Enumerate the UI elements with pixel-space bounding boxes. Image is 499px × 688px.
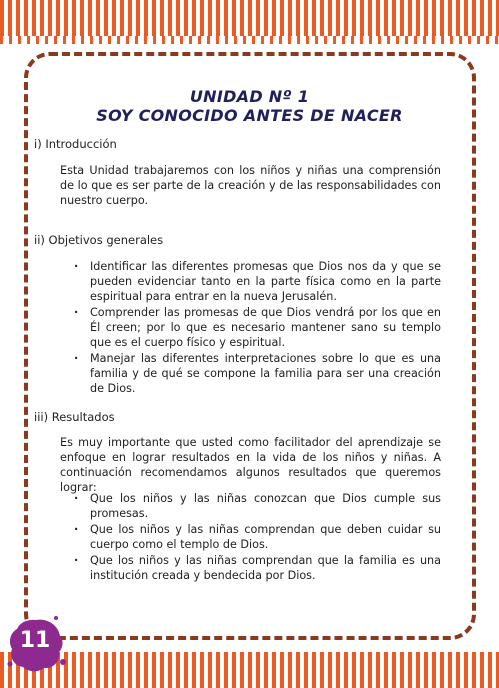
resultados-paragraph: Es muy importante que usted como facilitador del aprendizaje se enfoque en lograr resultados en la vida de los niños y niñas. A continuación recomendamos algunos resultados que queremos lograr: — [60, 436, 441, 494]
list-item: · Que los niños y las niñas comprendan que deben cuidar su cuerpo como el templo de Dios. — [74, 522, 441, 552]
intro-paragraph: Esta Unidad trabajaremos con los niños y niñas una comprensión de lo que es ser parte de la creación y de las responsabilidades con nuestro cuerpo. — [60, 164, 441, 207]
page-number: 11 — [19, 628, 51, 653]
section-heading-resultados: iii) Resultados — [34, 410, 115, 424]
unit-subtitle: SOY CONOCIDO ANTES DE NACER — [96, 106, 403, 125]
section-heading-objetivos: ii) Objetivos generales — [34, 233, 164, 247]
objetivos-list — [74, 259, 441, 397]
list-item: · Comprender las promesas de que Dios vendrá por los que en Él creen; por lo que es necesario mantener sano su templo que es el cuerpo físico y espiritual. — [74, 305, 441, 350]
list-item: · Identificar las diferentes promesas que Dios nos da y que se pueden evidenciar tanto en la parte física como en la parte espiritual para entrar en la nueva Jerusalén. — [74, 259, 441, 304]
list-item: · Que los niños y las niñas comprendan que la familia es una institución creada y bendecida por Dios. — [74, 553, 441, 583]
top-stripe-border — [0, 0, 499, 44]
list-item: · Que los niños y las niñas conozcan que Dios cumple sus promesas. — [74, 491, 441, 521]
section-heading-intro: i) Introducción — [34, 137, 117, 151]
resultados-list — [74, 491, 441, 584]
list-item: · Manejar las diferentes interpretaciones sobre lo que es una familia y de qué se compone la familia para ser una creación de Dios. — [74, 351, 441, 396]
unit-title: UNIDAD Nº 1 — [189, 87, 310, 106]
bottom-stripe-border — [0, 652, 499, 688]
